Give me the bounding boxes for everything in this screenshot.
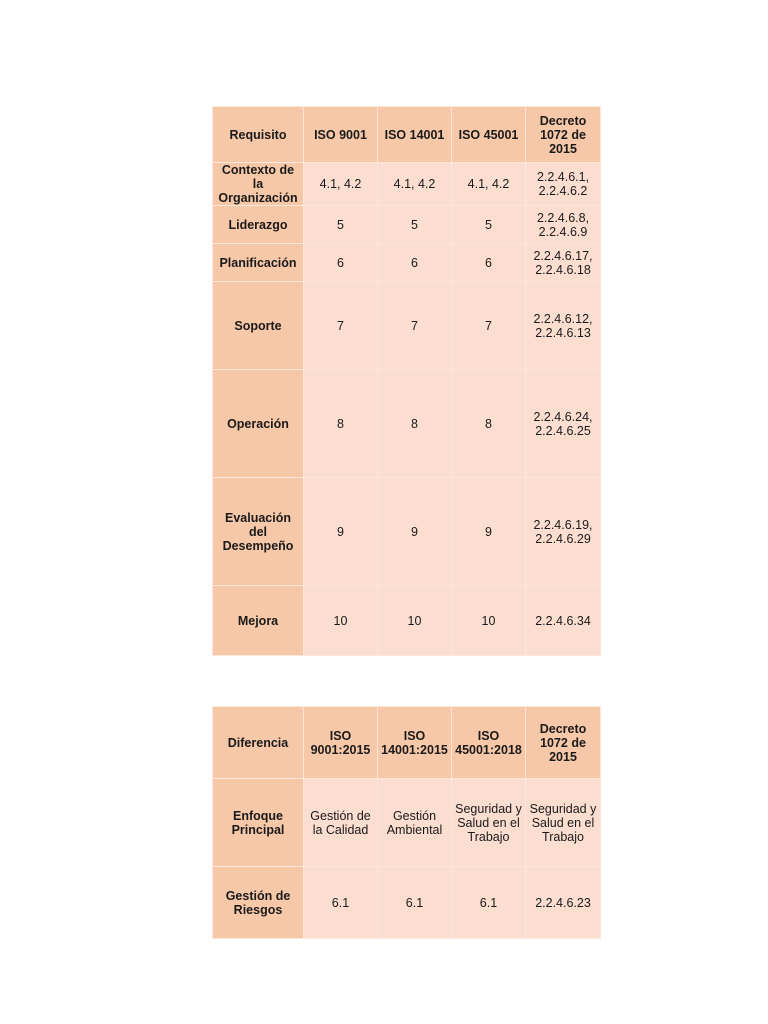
table-cell: 4.1, 4.2 (378, 163, 452, 206)
table-row (213, 163, 601, 206)
table-cell: 6.1 (378, 867, 452, 939)
table-cell: 8 (378, 370, 452, 478)
table-cell: 6 (452, 244, 526, 282)
table-cell: 5 (378, 206, 452, 244)
table-cell: 8 (304, 370, 378, 478)
table-cell: 6.1 (452, 867, 526, 939)
table-row (213, 282, 601, 370)
table-cell: 5 (304, 206, 378, 244)
row-header: Operación (213, 370, 304, 478)
table-cell: 10 (304, 586, 378, 656)
table-cell: 2.2.4.6.34 (526, 586, 601, 656)
table-row (213, 478, 601, 586)
table-row (213, 370, 601, 478)
column-header: ISO 9001:2015 (304, 707, 378, 779)
requisitos-table (212, 106, 601, 656)
table-row (213, 867, 601, 939)
table-cell: 8 (452, 370, 526, 478)
table-cell: 6 (378, 244, 452, 282)
table-cell: 7 (304, 282, 378, 370)
column-header: Decreto 1072 de 2015 (526, 107, 601, 163)
table-cell: 9 (378, 478, 452, 586)
row-header: Planificación (213, 244, 304, 282)
table-cell: 2.2.4.6.1, 2.2.4.6.2 (526, 163, 601, 206)
table-cell: 9 (304, 478, 378, 586)
table-cell: 2.2.4.6.19, 2.2.4.6.29 (526, 478, 601, 586)
row-header: Enfoque Principal (213, 779, 304, 867)
table-row (213, 206, 601, 244)
column-header: ISO 14001:2015 (378, 707, 452, 779)
table-cell: Gestión Ambiental (378, 779, 452, 867)
table-cell: 9 (452, 478, 526, 586)
table-row (213, 586, 601, 656)
column-header: Requisito (213, 107, 304, 163)
column-header: Decreto 1072 de 2015 (526, 707, 601, 779)
column-header: ISO 14001 (378, 107, 452, 163)
table-cell: 10 (378, 586, 452, 656)
table-cell: 6.1 (304, 867, 378, 939)
table-cell: 2.2.4.6.8, 2.2.4.6.9 (526, 206, 601, 244)
table-cell: 4.1, 4.2 (452, 163, 526, 206)
table-cell: Seguridad y Salud en el Trabajo (526, 779, 601, 867)
row-header: Evaluación del Desempeño (213, 478, 304, 586)
row-header: Gestión de Riesgos (213, 867, 304, 939)
table-cell: 2.2.4.6.17, 2.2.4.6.18 (526, 244, 601, 282)
row-header: Liderazgo (213, 206, 304, 244)
column-header: ISO 45001 (452, 107, 526, 163)
row-header: Mejora (213, 586, 304, 656)
table-cell: Seguridad y Salud en el Trabajo (452, 779, 526, 867)
diferencias-table (212, 706, 601, 939)
table-header-row (213, 707, 601, 779)
column-header: Diferencia (213, 707, 304, 779)
table-cell: 10 (452, 586, 526, 656)
table-cell: 7 (378, 282, 452, 370)
column-header: ISO 45001:2018 (452, 707, 526, 779)
table-row (213, 244, 601, 282)
table-header-row (213, 107, 601, 163)
table-cell: 4.1, 4.2 (304, 163, 378, 206)
table-cell: 2.2.4.6.23 (526, 867, 601, 939)
row-header: Contexto de la Organización (213, 163, 304, 206)
table-cell: 7 (452, 282, 526, 370)
table-row (213, 779, 601, 867)
table-cell: 5 (452, 206, 526, 244)
table-cell: 2.2.4.6.12, 2.2.4.6.13 (526, 282, 601, 370)
column-header: ISO 9001 (304, 107, 378, 163)
row-header: Soporte (213, 282, 304, 370)
table-cell: 2.2.4.6.24, 2.2.4.6.25 (526, 370, 601, 478)
table-cell: Gestión de la Calidad (304, 779, 378, 867)
table-cell: 6 (304, 244, 378, 282)
